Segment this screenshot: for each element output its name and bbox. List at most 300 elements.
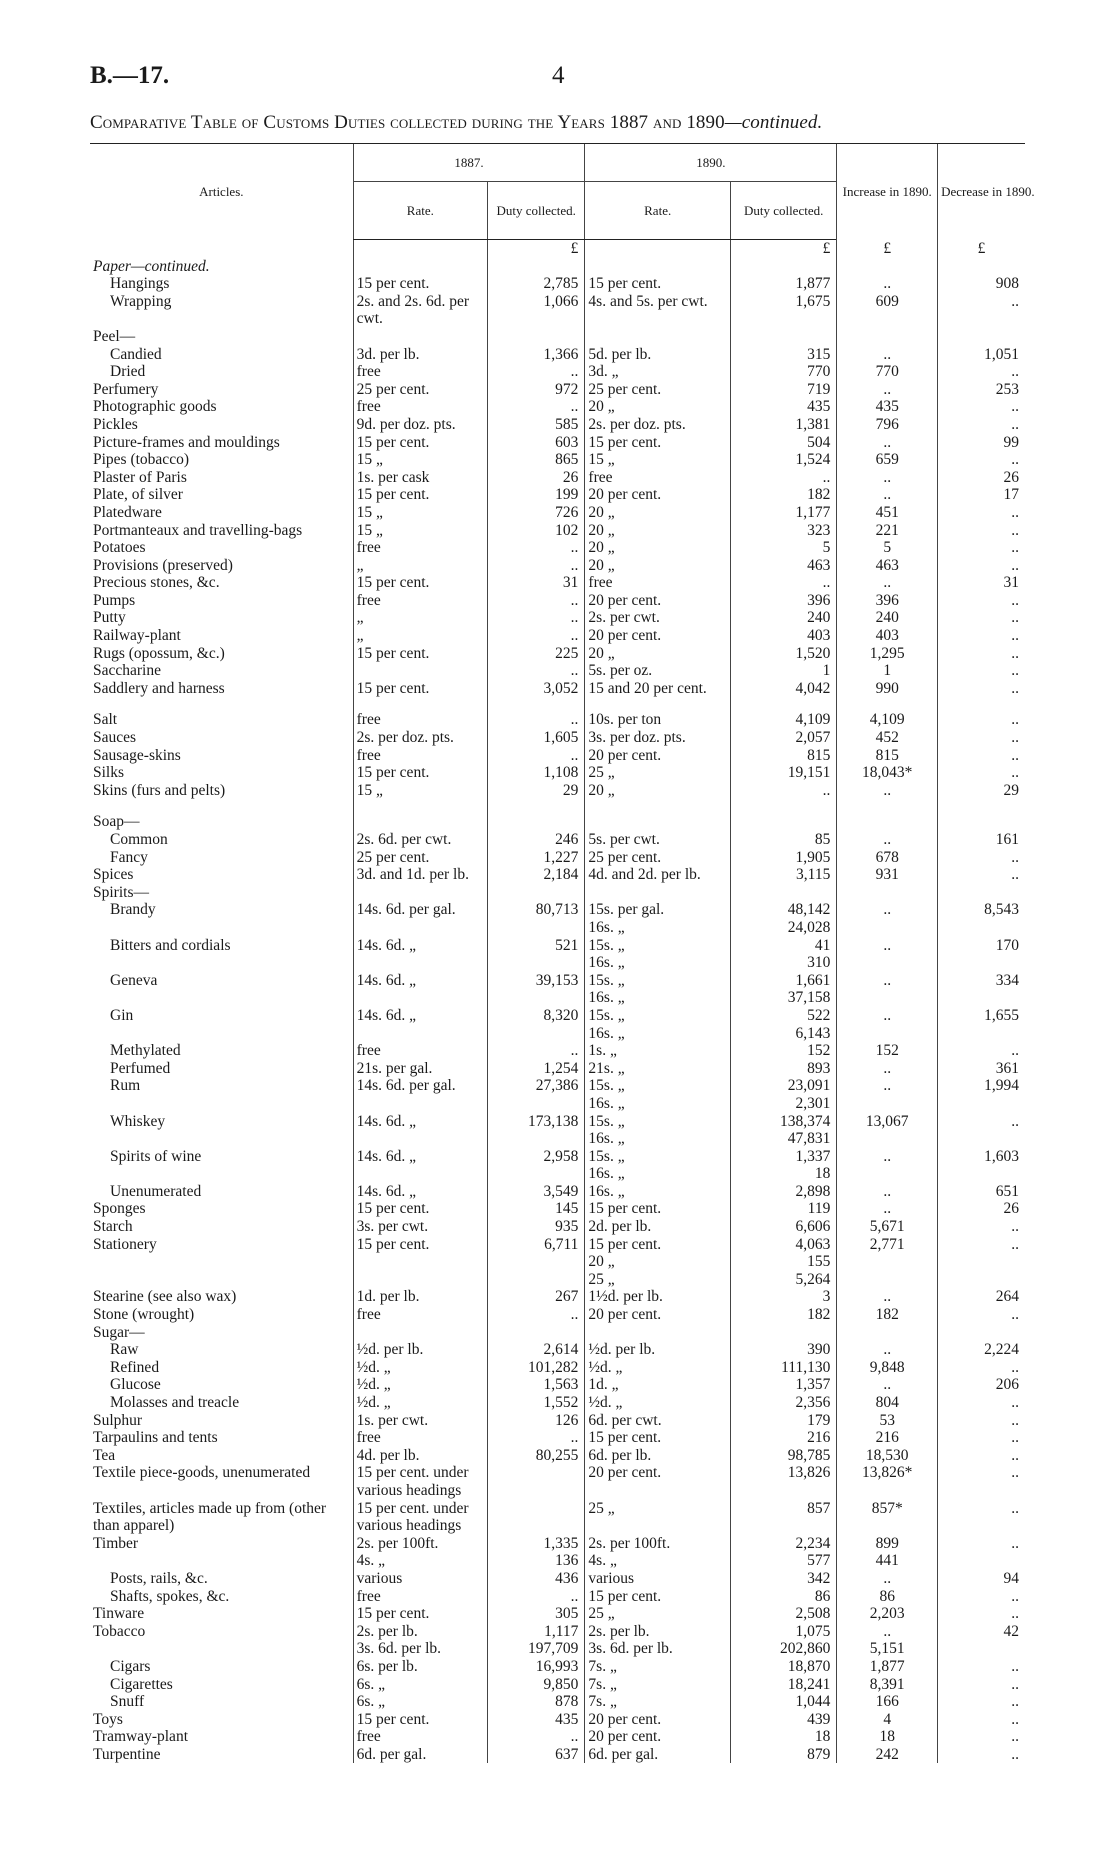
table-row [90, 1376, 1025, 1394]
cell-decrease [938, 1324, 1025, 1342]
title-continued: —continued. [724, 112, 823, 133]
table-row [90, 764, 1025, 782]
table-row [90, 662, 1025, 680]
cell-rate-1887: „ [353, 557, 487, 575]
cell-article: Tea [93, 1446, 116, 1464]
cell-rate-1890: 15 per cent. [585, 1588, 731, 1606]
header-decrease: Decrease in 1890. [938, 144, 1025, 240]
cell-duty-1887: 1,335 136 [488, 1535, 585, 1570]
cell-increase: 804 [837, 1394, 938, 1412]
cell-increase: 4,109 [837, 711, 938, 729]
cell-rate-1890: 15 per cent. [585, 1200, 731, 1218]
cell-rate-1890: 20 per cent. [585, 592, 731, 610]
table-row [90, 1728, 1025, 1746]
cell-article: Posts, rails, &c. [110, 1569, 208, 1587]
cell-increase: 242 [837, 1746, 938, 1764]
cell-rate-1887: free [353, 592, 487, 610]
cell-increase: 659 [837, 451, 938, 469]
cell-rate-1890: 15s. „ 16s. „ [585, 937, 731, 972]
cell-rate-1890: ½d. „ [585, 1394, 731, 1412]
cell-rate-1887: 25 per cent. [353, 381, 487, 399]
cell-rate-1890: 6d. per lb. [585, 1447, 731, 1465]
cell-duty-1887: 29 [488, 782, 585, 800]
cell-article: Pipes (tobacco) [93, 451, 189, 469]
cell-decrease: .. [938, 539, 1025, 557]
cell-rate-1890: 4s. and 5s. per cwt. [585, 293, 731, 328]
cell-duty-1887: 80,713 [488, 901, 585, 936]
cell-rate-1890: free [585, 469, 731, 487]
cell-decrease: .. [938, 1693, 1025, 1711]
cell-duty-1890 [730, 328, 836, 346]
cell-rate-1890: 15 per cent. 20 „ 25 „ [585, 1236, 731, 1289]
cell-duty-1887: 31 [488, 574, 585, 592]
table-row [90, 1429, 1025, 1447]
cell-rate-1890: 5s. per oz. [585, 662, 731, 680]
cell-rate-1887: 1d. per lb. [353, 1288, 487, 1306]
cell-article: Sulphur [93, 1411, 143, 1429]
cell-duty-1887: .. [488, 398, 585, 416]
cell-rate-1887: 3d. per lb. [353, 346, 487, 364]
cell-duty-1890: 1,177 [730, 504, 836, 522]
cell-decrease: .. [938, 592, 1025, 610]
cell-rate-1887 [353, 884, 487, 902]
cell-rate-1890: 20 per cent. [585, 1728, 731, 1746]
cell-increase: 18,530 [837, 1447, 938, 1465]
cell-article: Starch [93, 1218, 133, 1236]
header-duty-1887: Duty collected. [488, 182, 585, 240]
cell-article: Toys [93, 1710, 123, 1728]
cell-duty-1890: 2,898 [730, 1183, 836, 1201]
table-row [90, 1412, 1025, 1430]
cell-rate-1887: free [353, 1306, 487, 1324]
cell-increase: 931 [837, 866, 938, 884]
cell-increase: 53 [837, 1412, 938, 1430]
cell-decrease: .. [938, 1746, 1025, 1764]
table-row [90, 1042, 1025, 1060]
cell-decrease: .. [938, 1676, 1025, 1694]
cell-article: Tramway-plant [93, 1728, 188, 1746]
cell-duty-1890 [730, 1324, 836, 1342]
cell-duty-1890: 893 [730, 1060, 836, 1078]
cell-duty-1887: 435 [488, 1711, 585, 1729]
table-row [90, 1236, 1025, 1289]
cell-duty-1887: 1,552 [488, 1394, 585, 1412]
cell-decrease: .. [938, 747, 1025, 765]
cell-decrease: 2,224 [938, 1341, 1025, 1359]
cell-rate-1887: 25 per cent. [353, 849, 487, 867]
cell-duty-1890: 4,042 [730, 680, 836, 698]
cell-rate-1890: 20 „ [585, 398, 731, 416]
cell-increase: 463 [837, 557, 938, 575]
cell-increase: 770 [837, 363, 938, 381]
cell-article: Spirits of wine [110, 1147, 202, 1165]
cell-increase: 216 [837, 1429, 938, 1447]
cell-rate-1890: 25 „ [585, 764, 731, 782]
table-row [90, 1183, 1025, 1201]
cell-rate-1887: 6d. per gal. [353, 1746, 487, 1764]
cell-decrease [938, 258, 1025, 276]
cell-duty-1887: 603 [488, 434, 585, 452]
table-row [90, 504, 1025, 522]
cell-duty-1887 [488, 258, 585, 276]
cell-duty-1890: 1,357 [730, 1376, 836, 1394]
table-row [90, 451, 1025, 469]
cell-duty-1890: 3 [730, 1288, 836, 1306]
header-increase: Increase in 1890. [837, 144, 938, 240]
cell-increase: .. [837, 1288, 938, 1306]
cell-duty-1890: 1,524 [730, 451, 836, 469]
table-row [90, 729, 1025, 747]
cell-duty-1890: 2,057 [730, 729, 836, 747]
cell-duty-1890: 315 [730, 346, 836, 364]
cell-rate-1887: 14s. 6d. „ [353, 1183, 487, 1201]
cell-article: Dried [110, 363, 146, 381]
cell-rate-1887: 15 per cent. [353, 574, 487, 592]
cell-rate-1890: 15s. „ 16s. „ [585, 1148, 731, 1183]
cell-rate-1887: 6s. „ [353, 1676, 487, 1694]
cell-article: Rum [110, 1077, 141, 1095]
cell-rate-1890: 20 „ [585, 782, 731, 800]
cell-duty-1887: .. [488, 539, 585, 557]
cell-duty-1890 [730, 258, 836, 276]
cell-increase: 609 [837, 293, 938, 328]
cell-rate-1887: 15 „ [353, 504, 487, 522]
cell-duty-1887: 2,184 [488, 866, 585, 884]
cell-decrease: .. [938, 627, 1025, 645]
table-row [90, 866, 1025, 884]
cell-rate-1887: 14s. 6d. „ [353, 1113, 487, 1148]
cell-article: Picture-frames and mouldings [93, 433, 280, 451]
header-articles: Articles. [90, 144, 353, 240]
cell-rate-1890: 15 per cent. [585, 1429, 731, 1447]
cell-duty-1887: 101,282 [488, 1359, 585, 1377]
cell-rate-1887: 15 per cent. [353, 1200, 487, 1218]
header-year-1890: 1890. [585, 144, 837, 182]
table-row [90, 592, 1025, 610]
cell-duty-1890: 119 [730, 1200, 836, 1218]
cell-decrease: 1,994 [938, 1077, 1025, 1112]
cell-rate-1887: 15 per cent. [353, 1605, 487, 1623]
cell-decrease: .. [938, 1042, 1025, 1060]
cell-decrease: .. [938, 1500, 1025, 1535]
cell-rate-1890: 20 „ [585, 539, 731, 557]
cell-duty-1890: 18,241 [730, 1676, 836, 1694]
cell-rate-1887: free [353, 747, 487, 765]
page-number: 4 [552, 62, 565, 89]
table-row [90, 363, 1025, 381]
cell-rate-1887: 15 per cent. [353, 275, 487, 293]
cell-increase: .. [837, 381, 938, 399]
cell-increase: 678 [837, 849, 938, 867]
cell-article: Plaster of Paris [93, 468, 187, 486]
cell-duty-1890: 857 [730, 1500, 836, 1535]
cell-duty-1890: 1,675 [730, 293, 836, 328]
cell-duty-1887: 26 [488, 469, 585, 487]
cell-rate-1890: 25 per cent. [585, 849, 731, 867]
cell-duty-1890: 18 [730, 1728, 836, 1746]
cell-article: Portmanteaux and travelling-bags [93, 521, 303, 539]
cell-rate-1887: 15 per cent. under various headings [353, 1464, 487, 1499]
cell-rate-1887: 15 per cent. [353, 486, 487, 504]
table-row [90, 1605, 1025, 1623]
cell-article: Whiskey [110, 1112, 166, 1130]
cell-duty-1887: 16,993 [488, 1658, 585, 1676]
cell-article: Tinware [93, 1605, 145, 1623]
cell-article: Textiles, articles made up from (other than apparel) [93, 1499, 327, 1535]
cell-duty-1890: 504 [730, 434, 836, 452]
cell-duty-1890: 1,044 [730, 1693, 836, 1711]
cell-decrease: .. [938, 729, 1025, 747]
cell-duty-1890: 152 [730, 1042, 836, 1060]
table-row [90, 1676, 1025, 1694]
cell-duty-1887: 3,052 [488, 680, 585, 698]
cell-decrease: 1,603 [938, 1148, 1025, 1183]
cell-increase: .. [837, 1007, 938, 1042]
cell-article: Tobacco [93, 1622, 146, 1640]
cell-article: Spirits— [93, 883, 149, 901]
table-row [90, 434, 1025, 452]
table-row [90, 813, 1025, 831]
cell-rate-1887: ½d. per lb. [353, 1341, 487, 1359]
table-row [90, 522, 1025, 540]
cell-rate-1887: 14s. 6d. „ [353, 972, 487, 1007]
cell-decrease: .. [938, 1535, 1025, 1570]
cell-rate-1887 [353, 662, 487, 680]
cell-rate-1887: 15 per cent. [353, 645, 487, 663]
cell-rate-1887: free [353, 398, 487, 416]
cell-decrease: 334 [938, 972, 1025, 1007]
cell-article: Provisions (preserved) [93, 556, 233, 574]
cell-duty-1887: 39,153 [488, 972, 585, 1007]
cell-rate-1890: 20 per cent. [585, 747, 731, 765]
cell-increase: 815 [837, 747, 938, 765]
cell-duty-1887: 878 [488, 1693, 585, 1711]
header-year-1887: 1887. [353, 144, 585, 182]
cell-increase: .. [837, 486, 938, 504]
table-row [90, 627, 1025, 645]
cell-duty-1887: .. [488, 1588, 585, 1606]
cell-increase: .. [837, 1376, 938, 1394]
cell-rate-1887: 14s. 6d. „ [353, 1007, 487, 1042]
table-row [90, 381, 1025, 399]
cell-rate-1890: 15s. per gal. 16s. „ [585, 901, 731, 936]
cell-rate-1890: 20 per cent. [585, 1711, 731, 1729]
cell-rate-1890: 25 „ [585, 1605, 731, 1623]
table-row [90, 849, 1025, 867]
cell-article: Bitters and cordials [110, 936, 231, 954]
row-spacer [90, 799, 1025, 813]
cell-increase: 396 [837, 592, 938, 610]
table-row [90, 574, 1025, 592]
cell-decrease: 161 [938, 831, 1025, 849]
cell-increase: .. [837, 469, 938, 487]
cell-rate-1890: 2s. per doz. pts. [585, 416, 731, 434]
cell-decrease: 26 [938, 1200, 1025, 1218]
cell-article: Gin [110, 1006, 134, 1024]
cell-decrease [938, 884, 1025, 902]
cell-duty-1887: .. [488, 1306, 585, 1324]
cell-article: Pumps [93, 591, 136, 609]
cell-rate-1887: 1s. per cwt. [353, 1412, 487, 1430]
table-row [90, 747, 1025, 765]
cell-duty-1887: 2,785 [488, 275, 585, 293]
cell-duty-1887: 6,711 [488, 1236, 585, 1289]
cell-duty-1887: .. [488, 711, 585, 729]
cell-decrease: .. [938, 849, 1025, 867]
cell-decrease: .. [938, 711, 1025, 729]
cell-duty-1887: 225 [488, 645, 585, 663]
table-row [90, 469, 1025, 487]
cell-decrease: .. [938, 1394, 1025, 1412]
table-row [90, 1658, 1025, 1676]
cell-duty-1890: 48,142 24,028 [730, 901, 836, 936]
cell-increase: .. [837, 1077, 938, 1112]
cell-increase [837, 884, 938, 902]
title-main: Comparative Table of Customs Duties collected during the Years 1887 and 1890 [90, 112, 725, 133]
cell-decrease: .. [938, 363, 1025, 381]
cell-rate-1887: ½d. „ [353, 1376, 487, 1394]
cell-duty-1890: 1,877 [730, 275, 836, 293]
cell-rate-1890: 15s. „ 16s. „ [585, 1007, 731, 1042]
cell-duty-1887: .. [488, 1728, 585, 1746]
cell-duty-1887: .. [488, 1042, 585, 1060]
cell-rate-1890: 20 per cent. [585, 486, 731, 504]
cell-increase: 152 [837, 1042, 938, 1060]
table-row [90, 557, 1025, 575]
cell-rate-1887: 4d. per lb. [353, 1447, 487, 1465]
cell-duty-1890: 4,109 [730, 711, 836, 729]
cell-rate-1887: 14s. 6d. „ [353, 1148, 487, 1183]
table-row [90, 293, 1025, 328]
table-row [90, 831, 1025, 849]
cell-article: Plate, of silver [93, 486, 183, 504]
table-row [90, 1113, 1025, 1148]
cell-duty-1890: 240 [730, 609, 836, 627]
currency-symbol: £ [938, 240, 1025, 258]
table-row [90, 1200, 1025, 1218]
cell-decrease: .. [938, 1306, 1025, 1324]
cell-rate-1890: 16s. „ [585, 1183, 731, 1201]
cell-decrease [938, 328, 1025, 346]
cell-duty-1887: .. [488, 592, 585, 610]
cell-decrease: .. [938, 1728, 1025, 1746]
cell-rate-1887: 2s. per 100ft. 4s. „ [353, 1535, 487, 1570]
cell-rate-1887 [353, 813, 487, 831]
cell-rate-1887: ½d. „ [353, 1359, 487, 1377]
cell-duty-1890: 23,091 2,301 [730, 1077, 836, 1112]
cell-rate-1887: 2s. and 2s. 6d. per cwt. [353, 293, 487, 328]
cell-rate-1890: 25 „ [585, 1500, 731, 1535]
cell-decrease: .. [938, 416, 1025, 434]
cell-duty-1890: 98,785 [730, 1447, 836, 1465]
cell-article: Textile piece-goods, unenumerated [93, 1464, 311, 1482]
cell-article: Putty [93, 609, 126, 627]
cell-duty-1887: 726 [488, 504, 585, 522]
cell-decrease: 1,051 [938, 346, 1025, 364]
table-row [90, 486, 1025, 504]
cell-rate-1890: 2s. per cwt. [585, 609, 731, 627]
cell-increase: 5,671 [837, 1218, 938, 1236]
cell-duty-1890: .. [730, 469, 836, 487]
cell-article: Stationery [93, 1235, 157, 1253]
cell-article: Timber [93, 1534, 139, 1552]
cell-rate-1887 [353, 258, 487, 276]
cell-duty-1890: 463 [730, 557, 836, 575]
table-row [90, 1693, 1025, 1711]
table-row [90, 937, 1025, 972]
cell-decrease: .. [938, 1429, 1025, 1447]
cell-decrease: .. [938, 1588, 1025, 1606]
cell-decrease: 908 [938, 275, 1025, 293]
cell-decrease [938, 813, 1025, 831]
cell-decrease: 29 [938, 782, 1025, 800]
cell-rate-1887: 2s. per doz. pts. [353, 729, 487, 747]
cell-duty-1890: 1,661 37,158 [730, 972, 836, 1007]
cell-increase: 166 [837, 1693, 938, 1711]
cell-rate-1887: 14s. 6d. „ [353, 937, 487, 972]
cell-rate-1890 [585, 328, 731, 346]
cell-increase: 86 [837, 1588, 938, 1606]
cell-increase: .. [837, 1183, 938, 1201]
cell-duty-1887: .. [488, 1429, 585, 1447]
cell-rate-1887: 1s. per cask [353, 469, 487, 487]
cell-rate-1890: 7s. „ [585, 1676, 731, 1694]
cell-rate-1887: „ [353, 609, 487, 627]
cell-increase: 451 [837, 504, 938, 522]
cell-duty-1887: 27,386 [488, 1077, 585, 1112]
cell-rate-1887: 3d. and 1d. per lb. [353, 866, 487, 884]
cell-duty-1890: 522 6,143 [730, 1007, 836, 1042]
cell-decrease: 1,655 [938, 1007, 1025, 1042]
cell-article: Sponges [93, 1200, 146, 1218]
cell-increase: .. 5,151 [837, 1623, 938, 1658]
cell-rate-1890: 15s. „ 16s. „ [585, 972, 731, 1007]
cell-increase: .. [837, 901, 938, 936]
cell-duty-1887: .. [488, 662, 585, 680]
table-row [90, 1623, 1025, 1658]
cell-duty-1887: 935 [488, 1218, 585, 1236]
table-body [90, 240, 1025, 1764]
cell-article: Raw [110, 1341, 139, 1359]
cell-duty-1890: 439 [730, 1711, 836, 1729]
table-row [90, 645, 1025, 663]
cell-increase: 240 [837, 609, 938, 627]
cell-duty-1887: 521 [488, 937, 585, 972]
table-title [90, 112, 822, 134]
table-row [90, 972, 1025, 1007]
currency-symbol: £ [488, 240, 585, 258]
cell-duty-1887: .. [488, 609, 585, 627]
cell-rate-1890: 5s. per cwt. [585, 831, 731, 849]
cell-article: Molasses and treacle [110, 1394, 240, 1411]
cell-increase: .. [837, 434, 938, 452]
cell-duty-1887 [488, 813, 585, 831]
cell-duty-1890: 5 [730, 539, 836, 557]
cell-decrease: .. [938, 1605, 1025, 1623]
table-row [90, 1570, 1025, 1588]
cell-article: Saccharine [93, 662, 161, 680]
table-row [90, 346, 1025, 364]
cell-rate-1890: 10s. per ton [585, 711, 731, 729]
cell-rate-1890: 6d. per gal. [585, 1746, 731, 1764]
cell-article: Refined [110, 1358, 160, 1376]
cell-rate-1887: 15 per cent. [353, 1236, 487, 1289]
cell-duty-1890: 86 [730, 1588, 836, 1606]
cell-duty-1887: 2,958 [488, 1148, 585, 1183]
cell-duty-1890: 719 [730, 381, 836, 399]
cell-rate-1890: 15 and 20 per cent. [585, 680, 731, 698]
table-row [90, 416, 1025, 434]
